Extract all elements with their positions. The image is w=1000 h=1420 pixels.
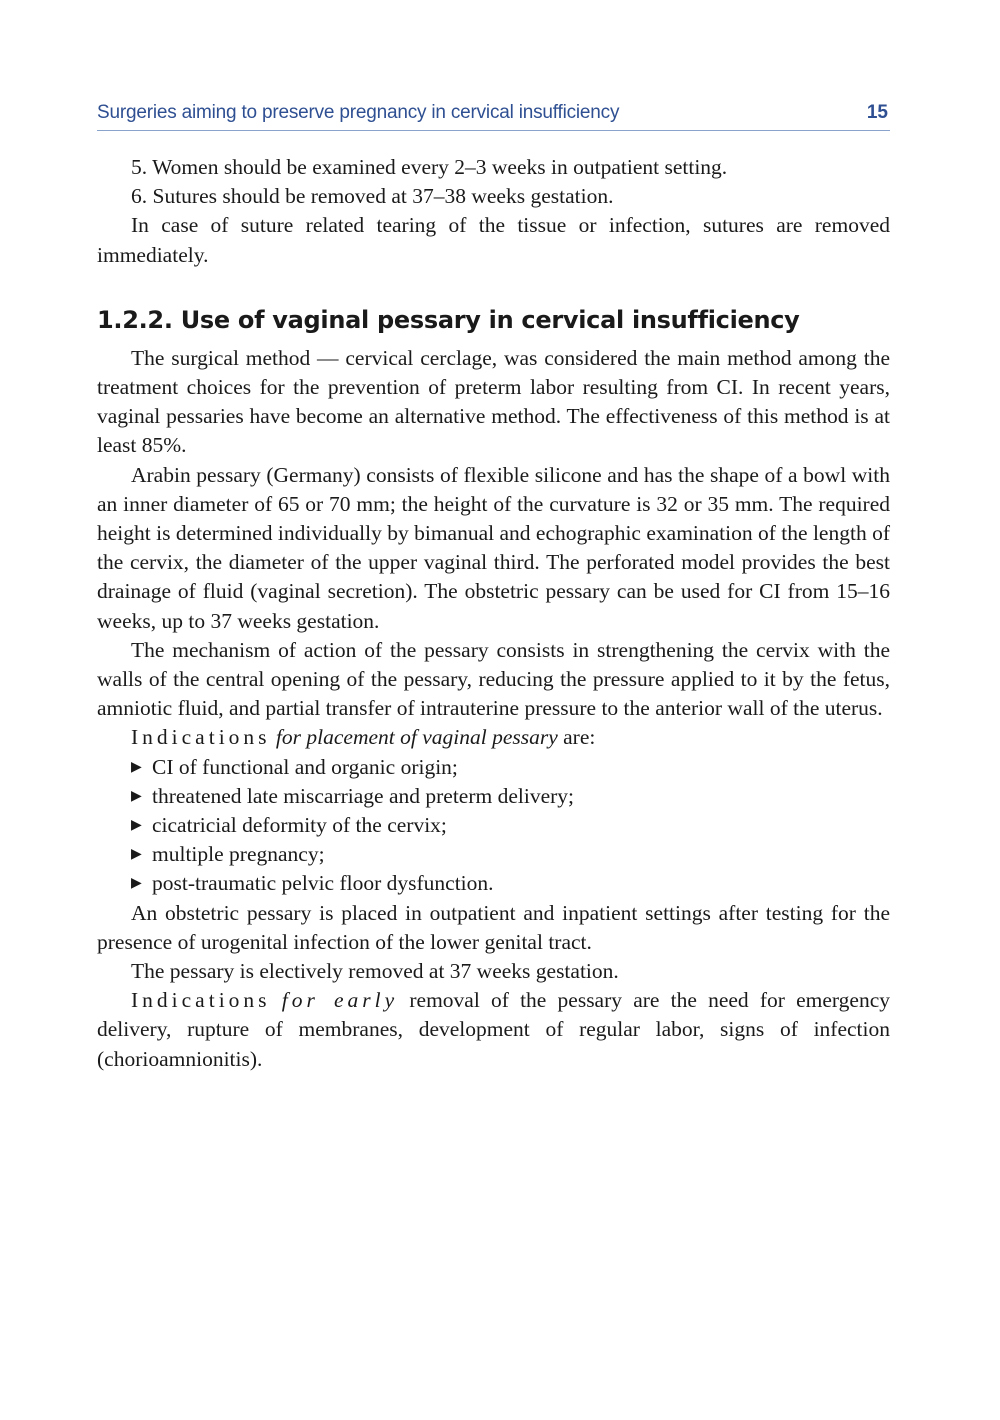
indications-word: Indications [131, 725, 271, 750]
running-title: Surgeries aiming to preserve pregnancy in cervical insufficiency [97, 102, 620, 123]
triangle-right-icon: ▶ [131, 759, 142, 775]
list-item: ▶ multiple pregnancy; [97, 840, 890, 869]
indications-list [97, 753, 890, 899]
indications-intro [97, 723, 890, 752]
body-text [97, 153, 890, 1074]
list-item: ▶ CI of functional and organic origin; [97, 753, 890, 782]
triangle-right-icon: ▶ [131, 847, 142, 863]
triangle-right-icon: ▶ [131, 788, 142, 804]
paragraph-elective-removal: The pessary is electively removed at 37 weeks gestation. [131, 959, 619, 984]
triangle-right-icon: ▶ [131, 818, 142, 834]
running-header [97, 100, 890, 131]
list-item-6: 6. Sutures should be removed at 37–38 weeks gestation. [131, 184, 614, 209]
paragraph-early-removal [97, 986, 890, 1074]
indications-tail: are: [563, 725, 596, 750]
early-italic: for early [281, 988, 399, 1013]
early-indications-word: Indications [131, 988, 271, 1013]
paragraph-arabin-pessary: Arabin pessary (Germany) consists of flexible silicone and has the shape of a bowl with an inner diameter of 65 or 70 mm; the height of the curvature is 32 or 35 mm. The required height is determined individually by bimanual and echographic examination of the length of the cervix, the diameter of the upper vaginal third. The perforated model provides the best drainage of fluid (vaginal secretion). The obstetric pessary can be used for CI from 15–16 weeks, up to 37 weeks gestation. [97, 462, 890, 633]
section-heading: 1.2.2. Use of vaginal pessary in cervical insufficiency [97, 305, 800, 334]
indications-italic: for placement of vaginal pessary [275, 725, 558, 750]
paragraph-cerclage: The surgical method — cervical cerclage, was considered the main method among the treatment choices for the prevention of preterm labor resulting from CI. In recent years, vaginal pessaries have become an alternative method. The effectiveness of this method is at least 85%. [97, 345, 890, 458]
paragraph-mechanism: The mechanism of action of the pessary consists in strengthening the cervix with the walls of the central opening of the pessary, reducing the pressure applied to it by the fetus, amniotic fluid, and partial transfer of intrauterine pressure to the anterior wall of the uterus. [97, 637, 890, 721]
suture-removal-paragraph: In case of suture related tearing of the tissue or infection, sutures are removed immediately. [97, 213, 890, 267]
list-item: ▶ post-traumatic pelvic floor dysfunction. [97, 869, 890, 898]
triangle-right-icon: ▶ [131, 876, 142, 892]
list-item: ▶ threatened late miscarriage and preterm delivery; [97, 782, 890, 811]
early-tail: removal of the pessary are the need for emergency delivery, rupture of membranes, development of regular labor, signs of infection (chorioamnionitis). [97, 988, 890, 1071]
list-item: ▶ cicatricial deformity of the cervix; [97, 811, 890, 840]
list-item-5: 5. Women should be examined every 2–3 weeks in outpatient setting. [131, 155, 728, 179]
page-number: 15 [866, 102, 888, 123]
paragraph-placement: An obstetric pessary is placed in outpatient and inpatient settings after testing for the presence of urogenital infection of the lower genital tract. [97, 900, 890, 954]
